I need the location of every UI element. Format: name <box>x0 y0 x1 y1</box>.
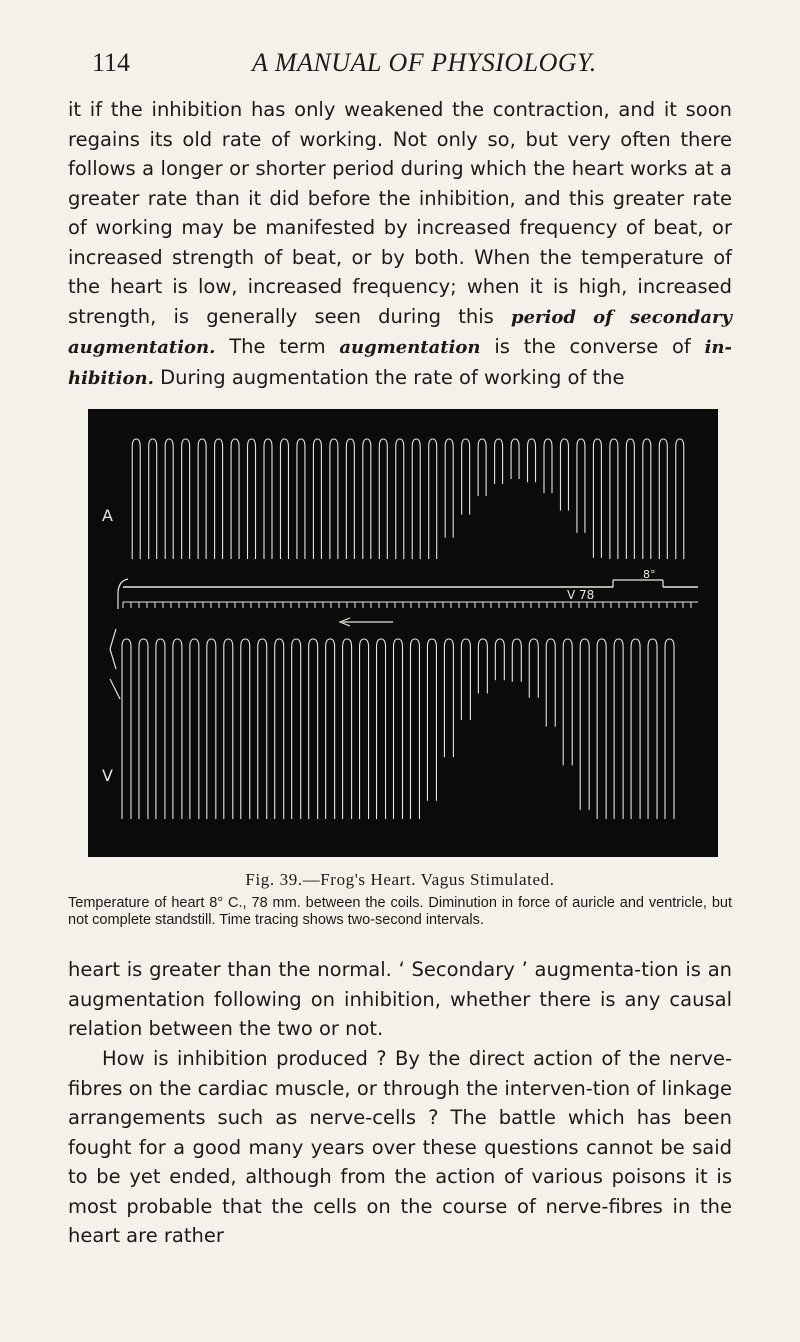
auricle-beat <box>182 439 190 559</box>
auricle-beat <box>593 439 601 558</box>
auricle-beat <box>330 439 338 559</box>
ventricle-beat <box>241 639 250 819</box>
auricle-beat <box>626 439 634 559</box>
time-tracing <box>123 602 698 608</box>
ventricle-beat <box>529 639 538 698</box>
ventricle-beat <box>461 639 470 720</box>
ventricle-beat <box>478 639 487 693</box>
bracket-mark <box>110 679 120 699</box>
auricle-beat <box>478 439 486 496</box>
paragraph-inhibition-mechanism: How is inhibition produced ? By the direct action of the nerve-fibres on the cardiac muscle, or through the interven-tion of linkage arrangements such as nerve-cells ? The battle which has been fought for a good many years over these questions cannot be said to be yet ended, although from the action of various poisons it is most probable that the cells on the course of nerve-fibres in the heart are rather <box>68 1047 732 1247</box>
auricle-beat <box>215 439 223 559</box>
auricle-beat <box>280 439 288 559</box>
auricle-beat <box>462 439 470 515</box>
ventricle-label: V <box>102 766 113 785</box>
auricle-beat <box>610 439 618 559</box>
ventricle-beat <box>597 639 606 819</box>
paragraph-text: The term <box>215 335 340 358</box>
figure-kymograph-tracing <box>88 409 718 857</box>
auricle-beat <box>445 439 453 538</box>
auricle-beat <box>248 439 256 559</box>
auricle-beat <box>560 439 568 511</box>
tracing-plate <box>88 409 718 857</box>
italic-term: in-hibition. <box>68 337 732 389</box>
auricle-beat <box>198 439 206 559</box>
paragraph-text: it if the inhibition has only weakened the contraction, and it soon regains its old rate of working. Not only so, but very often there follows a longer or shorter period during which the heart works at a greater rate than it did before the inhibition, and this greater rate of working may be manifested by increased frequency of beat, or increased strength of beat, or by both. When the temperature of the heart is low, increased frequency; when it is high, increased strength, is generally seen during this <box>68 98 732 328</box>
ventricle-beat <box>258 639 267 819</box>
ventricle-beat <box>427 639 436 801</box>
page-number: 114 <box>92 48 131 77</box>
auricle-beat <box>429 439 437 559</box>
paragraph-secondary-augmentation: heart is greater than the normal. ‘ Secondary ’ augmenta-tion is an augmentation following on inhibition, whether there is any causal relation between the two or not. <box>68 958 732 1040</box>
auricle-beat <box>149 439 157 559</box>
ventricle-beat <box>580 639 589 810</box>
auricle-beat <box>577 439 585 533</box>
auricle-label: A <box>102 506 113 525</box>
bracket-mark <box>110 629 116 669</box>
auricle-beat <box>495 439 503 484</box>
ventricle-beat <box>394 639 403 819</box>
running-title: A MANUAL OF PHYSIOLOGY. <box>252 48 597 77</box>
ventricle-beat <box>292 639 301 819</box>
paragraph-text: is the converse of <box>480 335 705 358</box>
auricle-beat <box>412 439 420 559</box>
ventricle-beat <box>173 639 182 819</box>
ventricle-beat <box>495 639 504 680</box>
ventricle-beat <box>546 639 555 727</box>
auricle-beat <box>165 439 173 559</box>
vagus-marker: V 78 <box>567 588 595 602</box>
ventricle-trace <box>122 639 674 819</box>
ventricle-beat <box>512 639 521 682</box>
auricle-beat <box>264 439 272 559</box>
ventricle-beat <box>122 639 131 819</box>
auricle-beat <box>544 439 552 493</box>
paragraph-inhibition-augmentation <box>68 95 732 393</box>
auricle-beat <box>659 439 667 559</box>
ventricle-beat <box>563 639 572 765</box>
temperature-marker: 8° <box>643 568 656 581</box>
ventricle-beat <box>190 639 199 819</box>
ventricle-beat <box>275 639 284 819</box>
auricle-beat <box>379 439 387 559</box>
page-header <box>0 48 800 88</box>
ventricle-beat <box>224 639 233 819</box>
ventricle-beat <box>444 639 453 757</box>
ventricle-beat <box>665 639 674 819</box>
auricle-beat <box>231 439 239 559</box>
figure-caption-description: Temperature of heart 8° C., 78 mm. between the coils. Diminution in force of auricle and ventricle, but not complete standstill. Time tracing shows two-second intervals. <box>68 895 732 928</box>
ventricle-beat <box>139 639 148 819</box>
auricle-beat <box>346 439 354 559</box>
auricle-beat <box>313 439 321 559</box>
italic-term: augmentation <box>339 337 481 358</box>
paragraph-text: During augmentation the rate of working of the <box>153 365 625 389</box>
auricle-beat <box>511 439 519 479</box>
ventricle-beat <box>326 639 335 819</box>
auricle-trace <box>132 439 684 559</box>
ventricle-beat <box>207 639 216 819</box>
auricle-beat <box>528 439 536 482</box>
ventricle-beat <box>156 639 165 819</box>
auricle-beat <box>643 439 651 559</box>
auricle-beat <box>363 439 371 559</box>
auricle-beat <box>297 439 305 559</box>
auricle-beat <box>396 439 404 559</box>
auricle-beat <box>132 439 140 559</box>
auricle-beat <box>676 439 684 559</box>
ventricle-beat <box>343 639 352 819</box>
italic-term: period of secondary augmentation. <box>68 306 732 358</box>
ventricle-beat <box>631 639 640 819</box>
figure-caption-title: Fig. 39.—Frog's Heart. Vagus Stimulated. <box>245 870 555 889</box>
ventricle-beat <box>360 639 369 819</box>
ventricle-beat <box>648 639 657 819</box>
ventricle-beat <box>377 639 386 819</box>
ventricle-beat <box>410 639 419 819</box>
ventricle-beat <box>614 639 623 819</box>
ventricle-beat <box>309 639 318 819</box>
